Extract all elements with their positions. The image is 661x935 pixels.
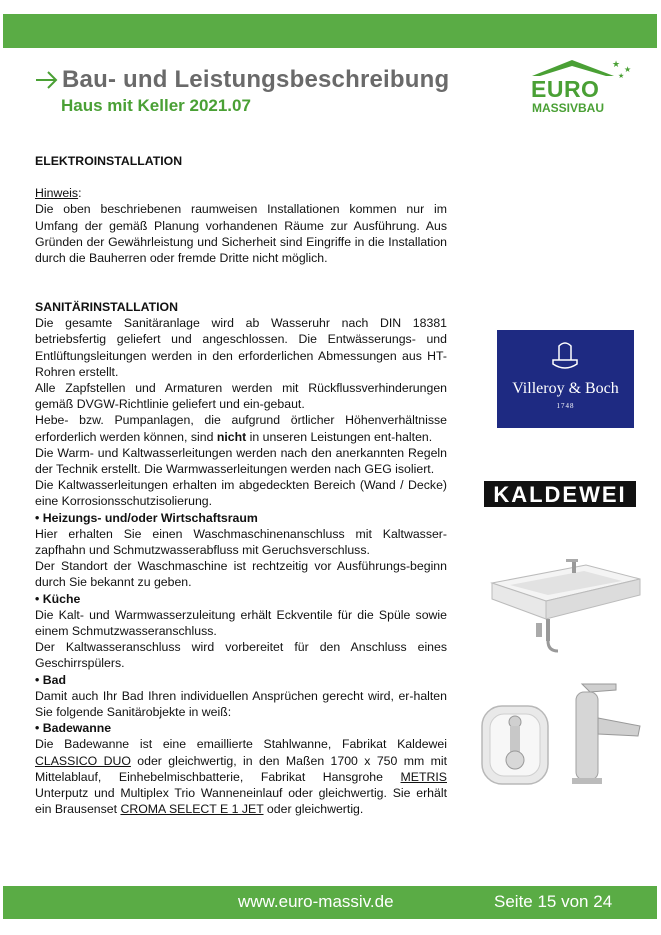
arrow-right-icon xyxy=(34,69,60,91)
washbasin-image xyxy=(486,553,646,663)
kaldewei-name: KALDEWEI xyxy=(493,482,627,507)
svg-text:★: ★ xyxy=(624,65,632,74)
sanitaer-p2: Alle Zapfstellen und Armaturen werden mit Rückflussverhinderungen gemäß DVGW-Richtlinie geliefert und ein-gebaut. xyxy=(35,381,447,412)
heading-badewanne: • Badewanne xyxy=(35,721,112,736)
link-metris[interactable]: METRIS xyxy=(400,769,447,784)
villeroy-boch-logo xyxy=(497,330,634,428)
p11-text-d: oder gleichwertig. xyxy=(263,802,364,817)
sanitaer-p11 xyxy=(35,736,447,817)
logo-subword: MASSIVBAU xyxy=(532,101,605,115)
page-subtitle: Haus mit Keller 2021.07 xyxy=(61,96,251,115)
p3-bold: nicht xyxy=(216,429,247,444)
heading-heizung: • Heizungs- und/oder Wirtschaftsraum xyxy=(35,510,258,525)
kaldewei-logo xyxy=(484,481,636,507)
svg-text:★: ★ xyxy=(618,73,625,80)
sanitaer-p7: Der Standort der Waschmaschine ist rechtzeitig vor Ausführungs-beginn durch Sie bekannt zu geben. xyxy=(35,559,447,590)
villeroy-boch-name: Villeroy & Boch xyxy=(512,380,619,397)
hint-text: Die oben beschriebenen raumweisen Installationen kommen nur im Umfang der gemäß Planung vorhandenen Räume zur Ausführung. Aus Gründen der Gewährleistung und Sicherheit sind Eingriffe in die Installation durch die Bauherren oder fremde Dritte nicht möglich. xyxy=(35,202,447,266)
footer-url[interactable]: www.euro-massiv.de xyxy=(238,892,394,911)
p11-text-a: Die Badewanne ist eine emaillierte Stahlwanne, Fabrikat Kaldewei xyxy=(35,737,447,752)
elektro-section xyxy=(35,153,447,266)
p3-text-a: Hebe- bzw. Pumpanlagen, die aufgrund örtlicher Höhenverhältnisse erforderlich werden können, sind xyxy=(35,413,447,444)
title-row xyxy=(34,66,449,94)
hint-label: Hinweis xyxy=(35,186,79,201)
faucets-image xyxy=(480,682,650,792)
sanitaer-p3 xyxy=(35,412,447,444)
top-band xyxy=(3,14,657,48)
sanitaer-p9: Der Kaltwasseranschluss wird vorbereitet für den Anschluss eines Geschirrspülers. xyxy=(35,640,447,671)
p3-text-b: in unseren Leistungen ent-halten. xyxy=(246,429,433,444)
link-classico-duo[interactable]: CLASSICO DUO xyxy=(35,753,131,768)
svg-text:★: ★ xyxy=(612,59,621,69)
euro-massivbau-logo xyxy=(528,58,640,118)
p11-text-c: Unterputz und Multiplex Trio Wanneneinlauf oder gleichwertig. Sie erhält ein Brausenset xyxy=(35,786,447,817)
villeroy-boch-year: 1748 xyxy=(556,402,575,410)
elektro-heading: ELEKTROINSTALLATION xyxy=(35,154,183,168)
sanitaer-heading: SANITÄRINSTALLATION xyxy=(35,300,178,314)
hint-line xyxy=(35,185,447,201)
heading-kueche: • Küche xyxy=(35,591,81,606)
link-croma-select[interactable]: CROMA SELECT E 1 JET xyxy=(120,802,264,817)
page-title: Bau- und Leistungsbeschreibung xyxy=(62,66,450,93)
sanitaer-p1: Die gesamte Sanitäranlage wird ab Wasseruhr nach DIN 18381 betriebsfertig geliefert und angeschlossen. Die Entwässerungs- und Entlüftungsleitungen werden in den erforderlichen Abmessungen aus HT-Rohren erstellt. xyxy=(35,316,447,379)
basin-emblem-icon xyxy=(497,330,634,378)
sanitaer-p8: Die Kalt- und Warmwasserzuleitung erhält Eckventile für die Spüle sowie einem Schmutzwasseranschluss. xyxy=(35,607,447,639)
heading-bad: • Bad xyxy=(35,672,66,687)
sanitaer-p6: Hier erhalten Sie einen Waschmaschinenanschluss mit Kaltwasser-zapfhahn und Schmutzwasserabfluss mit Geruchsverschluss. xyxy=(35,526,447,558)
page-number: Seite 15 von 24 xyxy=(494,892,613,911)
p11-text-b: oder gleichwertig, in den Maßen 1700 x 750 mm mit Mittelablauf, Einhebelmischbatterie, Fabrikat Hansgrohe xyxy=(35,753,447,784)
logo-word: EURO xyxy=(531,76,600,102)
sanitaer-p5: Die Kaltwasserleitungen erhalten im abgedeckten Bereich (Wand / Decke) eine Korrosionsschutzisolierung. xyxy=(35,478,447,509)
hint-colon: : xyxy=(78,186,82,201)
sanitaer-section xyxy=(35,299,447,818)
sanitaer-p4: Die Warm- und Kaltwasserleitungen werden nach den anerkannten Regeln der Technik erstellt. Die Warmwasserleitungen werden nach GEG isoliert. xyxy=(35,445,447,477)
sanitaer-p10: Damit auch Ihr Bad Ihren individuellen Ansprüchen gerecht wird, er-halten Sie folgende Sanitärobjekte in weiß: xyxy=(35,688,447,720)
